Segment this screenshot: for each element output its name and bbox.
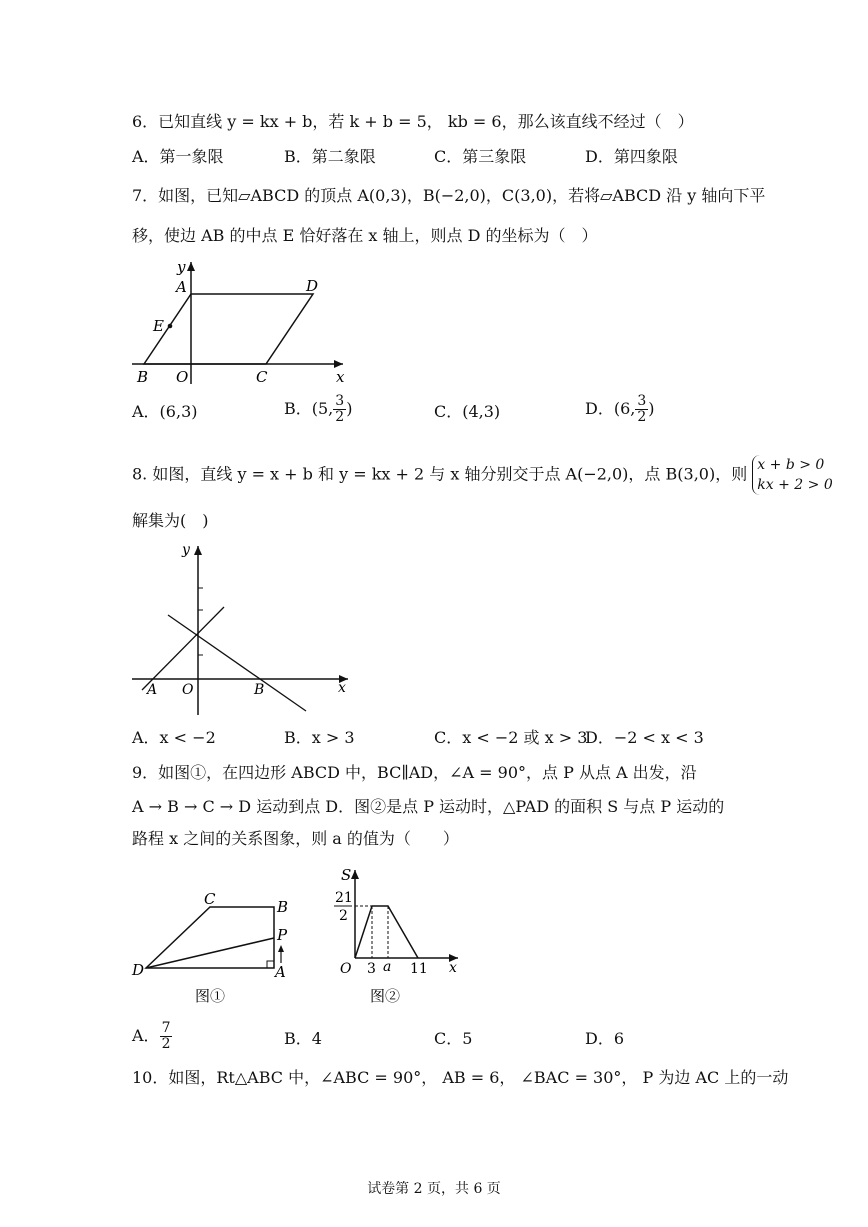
q8-option-b[interactable]: B．x > 3 (284, 728, 355, 747)
q7-label-c: C (256, 368, 268, 386)
q9-fig2-label-o: O (340, 961, 352, 977)
q7-option-d-prefix: D．(6, (585, 399, 636, 418)
q7-option-b-prefix: B．(5, (284, 399, 334, 418)
q8-label-y: y (182, 542, 190, 558)
q9-figure1-quadrilateral (128, 885, 300, 1010)
q7-option-d-suffix: ) (648, 399, 655, 418)
q9-fig1-label-c: C (204, 890, 216, 908)
q9-option-a-numerator: 7 (161, 1020, 171, 1036)
q9-fig2-label-denominator: 2 (339, 908, 348, 924)
q7-label-a: A (176, 278, 187, 296)
q7-label-e: E (153, 317, 164, 335)
q9-fig1-label-b: B (277, 898, 289, 916)
q7-option-b-denominator: 2 (335, 409, 345, 425)
q10-stem-line1: 10．如图，Rt△ABC 中，∠ABC = 90°， AB = 6， ∠BAC = 30°， P 为边 AC 上的一动 (132, 1068, 789, 1087)
q7-option-d-numerator: 3 (637, 393, 647, 409)
q6-option-a[interactable]: A．第一象限 (132, 147, 224, 166)
q6-stem: 6．已知直线 y = kx + b，若 k + b = 5， kb = 6，那么该直线不经过（ ） (132, 112, 694, 131)
q6-option-c[interactable]: C．第三象限 (434, 147, 527, 166)
q8-figure-lines (125, 540, 355, 720)
q7-stem-line2: 移，使边 AB 的中点 E 恰好落在 x 轴上，则点 D 的坐标为（ ） (132, 226, 598, 245)
q6-option-d[interactable]: D．第四象限 (585, 147, 678, 166)
q8-stem-line2: 解集为( ) (132, 511, 209, 530)
q7-label-x: x (336, 368, 345, 386)
q7-option-a[interactable]: A．(6,3) (132, 402, 198, 421)
q7-stem-line1: 7．如图，已知▱ABCD 的顶点 A(0,3)，B(−2,0)，C(3,0)，若将▱ABCD 沿 y 轴向下平 (132, 186, 766, 205)
q9-stem-line1: 9．如图①，在四边形 ABCD 中，BC∥AD，∠A = 90°，点 P 从点 A 出发，沿 (132, 763, 697, 782)
q8-inequality-system (752, 455, 832, 495)
q7-option-c[interactable]: C．(4,3) (434, 402, 501, 421)
q9-stem-line3: 路程 x 之间的关系图象，则 a 的值为（ ） (132, 829, 459, 848)
q9-fig1-caption: 图① (195, 987, 226, 1005)
q8-label-x: x (338, 680, 346, 696)
q9-fig2-caption: 图② (370, 987, 401, 1005)
q7-option-b-suffix: ) (346, 399, 353, 418)
q9-fig1-label-p: P (277, 926, 288, 944)
q8-label-a: A (147, 682, 158, 698)
q9-fig1-label-d: D (132, 961, 145, 979)
q9-option-a-fraction (160, 1021, 173, 1052)
q9-option-c[interactable]: C．5 (434, 1029, 473, 1048)
q8-label-o: O (182, 682, 194, 698)
q8-label-b: B (254, 682, 265, 698)
q9-fig2-label-numerator: 21 (335, 890, 353, 906)
q8-system-row1: x + b > 0 (757, 457, 825, 473)
q8-system-row2: kx + 2 > 0 (757, 477, 833, 493)
q9-fig1-label-a: A (275, 963, 286, 981)
q9-fig2-tick-a: a (383, 959, 392, 975)
q9-fig2-tick-11: 11 (410, 961, 428, 977)
q9-option-b[interactable]: B．4 (284, 1029, 322, 1048)
q9-option-a-denominator: 2 (161, 1036, 171, 1052)
q8-stem-line1[interactable] (132, 455, 833, 495)
q9-fig2-tick-3: 3 (367, 961, 376, 977)
q9-option-d[interactable]: D．6 (585, 1029, 625, 1048)
q9-option-a[interactable] (132, 1021, 172, 1052)
q7-option-b-numerator: 3 (335, 393, 345, 409)
q7-label-d: D (306, 277, 319, 295)
q7-label-y: y (177, 258, 186, 276)
q9-fig2-label-x: x (449, 960, 457, 976)
q8-option-a[interactable]: A．x < −2 (132, 728, 216, 747)
q7-label-o: O (176, 368, 189, 386)
q9-fig2-label-s: S (341, 866, 352, 884)
q6-option-b[interactable]: B．第二象限 (284, 147, 376, 166)
q8-option-c[interactable]: C．x < −2 或 x > 3 (434, 728, 588, 747)
q7-label-b: B (137, 368, 149, 386)
q9-stem-line2: A → B → C → D 运动到点 D．图②是点 P 运动时，△PAD 的面积 S 与点 P 运动的 (132, 797, 725, 816)
q7-option-d-denominator: 2 (637, 409, 647, 425)
q9-option-a-prefix: A． (132, 1026, 160, 1045)
q7-option-b[interactable] (284, 394, 352, 425)
q9-figure2-graph (330, 862, 465, 1010)
q7-option-b-fraction (333, 394, 346, 425)
q8-option-d[interactable]: D．−2 < x < 3 (585, 728, 704, 747)
q7-option-d[interactable] (585, 394, 655, 425)
q7-figure-parallelogram (125, 255, 355, 390)
q7-option-d-fraction (635, 394, 648, 425)
page-footer: 试卷第 2 页，共 6 页 (367, 1181, 501, 1197)
q8-stem-text: 8. 如图，直线 y = x + b 和 y = kx + 2 与 x 轴分别交于点 A(−2,0)，点 B(3,0)，则 (132, 464, 748, 484)
